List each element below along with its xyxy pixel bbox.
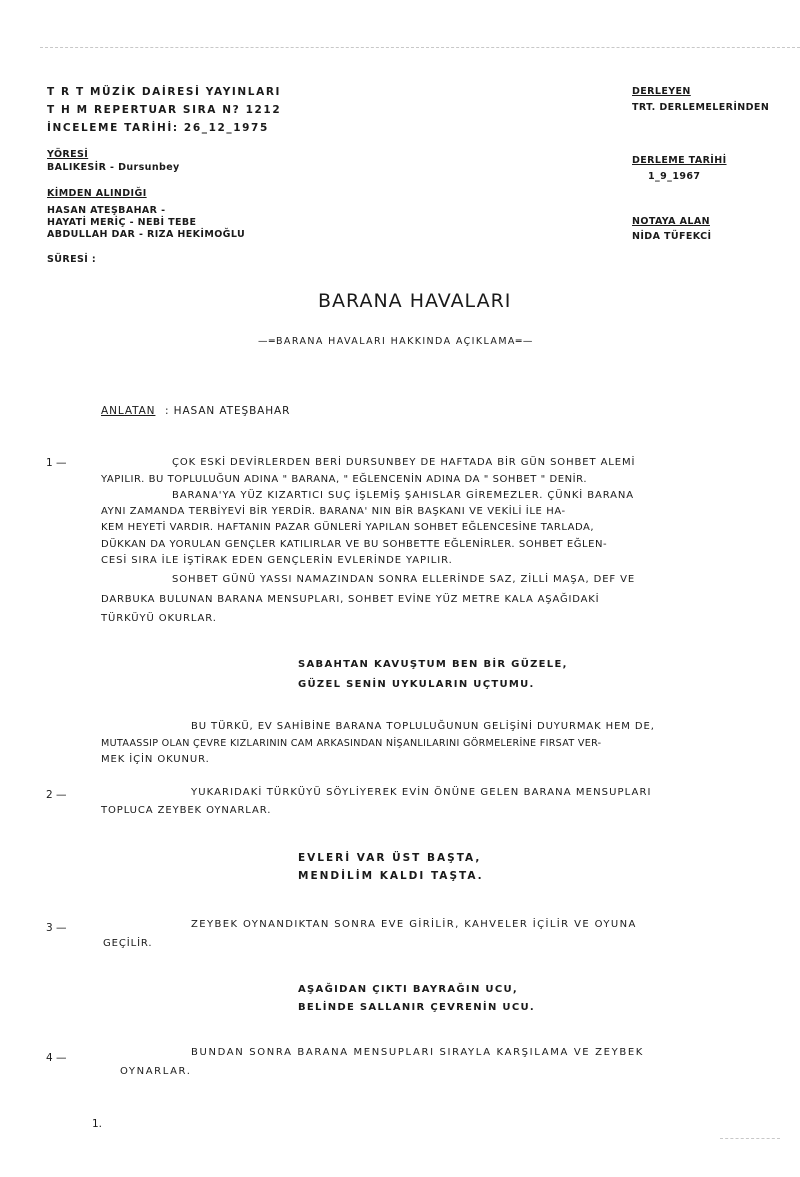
scan-artifact-top [40, 47, 800, 48]
document-subtitle: —═BARANA HAVALARI HAKKINDA AÇIKLAMA═— [258, 336, 534, 347]
paragraph-line: YUKARIDAKİ TÜRKÜYÜ SÖYLİYEREK EVİN ÖNÜNE GELEN BARANA MENSUPLARI [191, 787, 652, 798]
narrator-value: : HASAN ATEŞBAHAR [165, 405, 291, 417]
paragraph-line: KEM HEYETİ VARDIR. HAFTANIN PAZAR GÜNLERİ YAPILAN SOHBET EĞLENCESİNE TARLADA, [101, 522, 595, 533]
header-line-2: T H M REPERTUAR SIRA N? 1212 [47, 104, 282, 116]
paragraph-line: SOHBET GÜNÜ YASSI NAMAZINDAN SONRA ELLERİNDE SAZ, ZİLLİ MAŞA, DEF VE [172, 574, 636, 585]
source-line-1: HASAN ATEŞBAHAR - [47, 205, 166, 216]
page-number: 1. [92, 1118, 103, 1130]
section-number: 2 — [46, 789, 67, 801]
paragraph-line: GEÇİLİR. [103, 938, 153, 949]
source-line-3: ABDULLAH DAR - RIZA HEKİMOĞLU [47, 229, 246, 240]
paragraph-line: ZEYBEK OYNANDIKTAN SONRA EVE GİRİLİR, KAHVELER İÇİLİR VE OYUNA [191, 919, 637, 930]
paragraph-line: ÇOK ESKİ DEVİRLERDEN BERİ DURSUNBEY DE HAFTADA BİR GÜN SOHBET ALEMİ [172, 457, 636, 468]
document-title: BARANA HAVALARI [318, 290, 512, 312]
source-label: KİMDEN ALINDIĞI [47, 188, 147, 199]
paragraph-line: DÜKKAN DA YORULAN GENÇLER KATILIRLAR VE BU SOHBETTE EĞLENİRLER. SOHBET EĞLEN- [101, 539, 608, 550]
paragraph-line: MUTAASSIP OLAN ÇEVRE KIZLARININ CAM ARKASINDAN NİŞANLILARINI GÖRMELERİNE FIRSAT VER- [101, 738, 602, 749]
header-line-3: İNCELEME TARİHİ: 26_12_1975 [47, 122, 269, 134]
section-number: 3 — [46, 922, 67, 934]
section-number: 4 — [46, 1052, 67, 1064]
paragraph-line: DARBUKA BULUNAN BARANA MENSUPLARI, SOHBET EVİNE YÜZ METRE KALA AŞAĞIDAKİ [101, 594, 600, 605]
scan-artifact-bottom [720, 1138, 780, 1139]
region-label: YÖRESİ [47, 149, 89, 160]
source-line-2: HAYATİ MERİÇ - NEBİ TEBE [47, 217, 197, 228]
header-line-1: T R T MÜZİK DAİRESİ YAYINLARI [47, 86, 282, 98]
compiler-label: DERLEYEN [632, 86, 691, 97]
region-value: BALIKESİR - Dursunbey [47, 162, 180, 173]
verse-line: SABAHTAN KAVUŞTUM BEN BİR GÜZELE, [298, 659, 568, 670]
paragraph-line: AYNI ZAMANDA TERBİYEVİ BİR YERDİR. BARANA' NIN BİR BAŞKANI VE VEKİLİ İLE HA- [101, 506, 566, 517]
compile-date-label: DERLEME TARİHİ [632, 155, 727, 166]
paragraph-line: TÜRKÜYÜ OKURLAR. [101, 613, 217, 624]
paragraph-line: OYNARLAR. [120, 1066, 192, 1077]
compiler-value: TRT. DERLEMELERİNDEN [632, 102, 770, 113]
notation-label: NOTAYA ALAN [632, 216, 710, 227]
paragraph-line: TOPLUCA ZEYBEK OYNARLAR. [101, 805, 272, 816]
paragraph-line: BUNDAN SONRA BARANA MENSUPLARI SIRAYLA KARŞILAMA VE ZEYBEK [191, 1047, 645, 1058]
verse-line: BELİNDE SALLANIR ÇEVRENİN UCU. [298, 1002, 535, 1013]
verse-line: MENDİLİM KALDI TAŞTA. [298, 870, 484, 882]
paragraph-line: BARANA'YA YÜZ KIZARTICI SUÇ İŞLEMİŞ ŞAHISLAR GİREMEZLER. ÇÜNKİ BARANA [172, 490, 635, 501]
section-number: 1 — [46, 457, 67, 469]
paragraph-line: YAPILIR. BU TOPLULUĞUN ADINA " BARANA, " EĞLENCENİN ADINA DA " SOHBET " DENİR. [101, 474, 588, 485]
narrator-label: ANLATAN [101, 405, 156, 417]
paragraph-line: CESİ SIRA İLE İŞTİRAK EDEN GENÇLERİN EVLERİNDE YAPILIR. [101, 555, 453, 566]
notation-value: NİDA TÜFEKCİ [632, 231, 712, 242]
compile-date-value: 1_9_1967 [648, 171, 701, 182]
paragraph-line: MEK İÇİN OKUNUR. [101, 754, 210, 765]
verse-line: EVLERİ VAR ÜST BAŞTA, [298, 852, 482, 864]
paragraph-line: BU TÜRKÜ, EV SAHİBİNE BARANA TOPLULUĞUNUN GELİŞİNİ DUYURMAK HEM DE, [191, 721, 655, 732]
verse-line: AŞAĞIDAN ÇIKTI BAYRAĞIN UCU, [298, 984, 518, 995]
verse-line: GÜZEL SENİN UYKULARIN UÇTUMU. [298, 679, 535, 690]
duration-label: SÜRESİ : [47, 254, 97, 265]
